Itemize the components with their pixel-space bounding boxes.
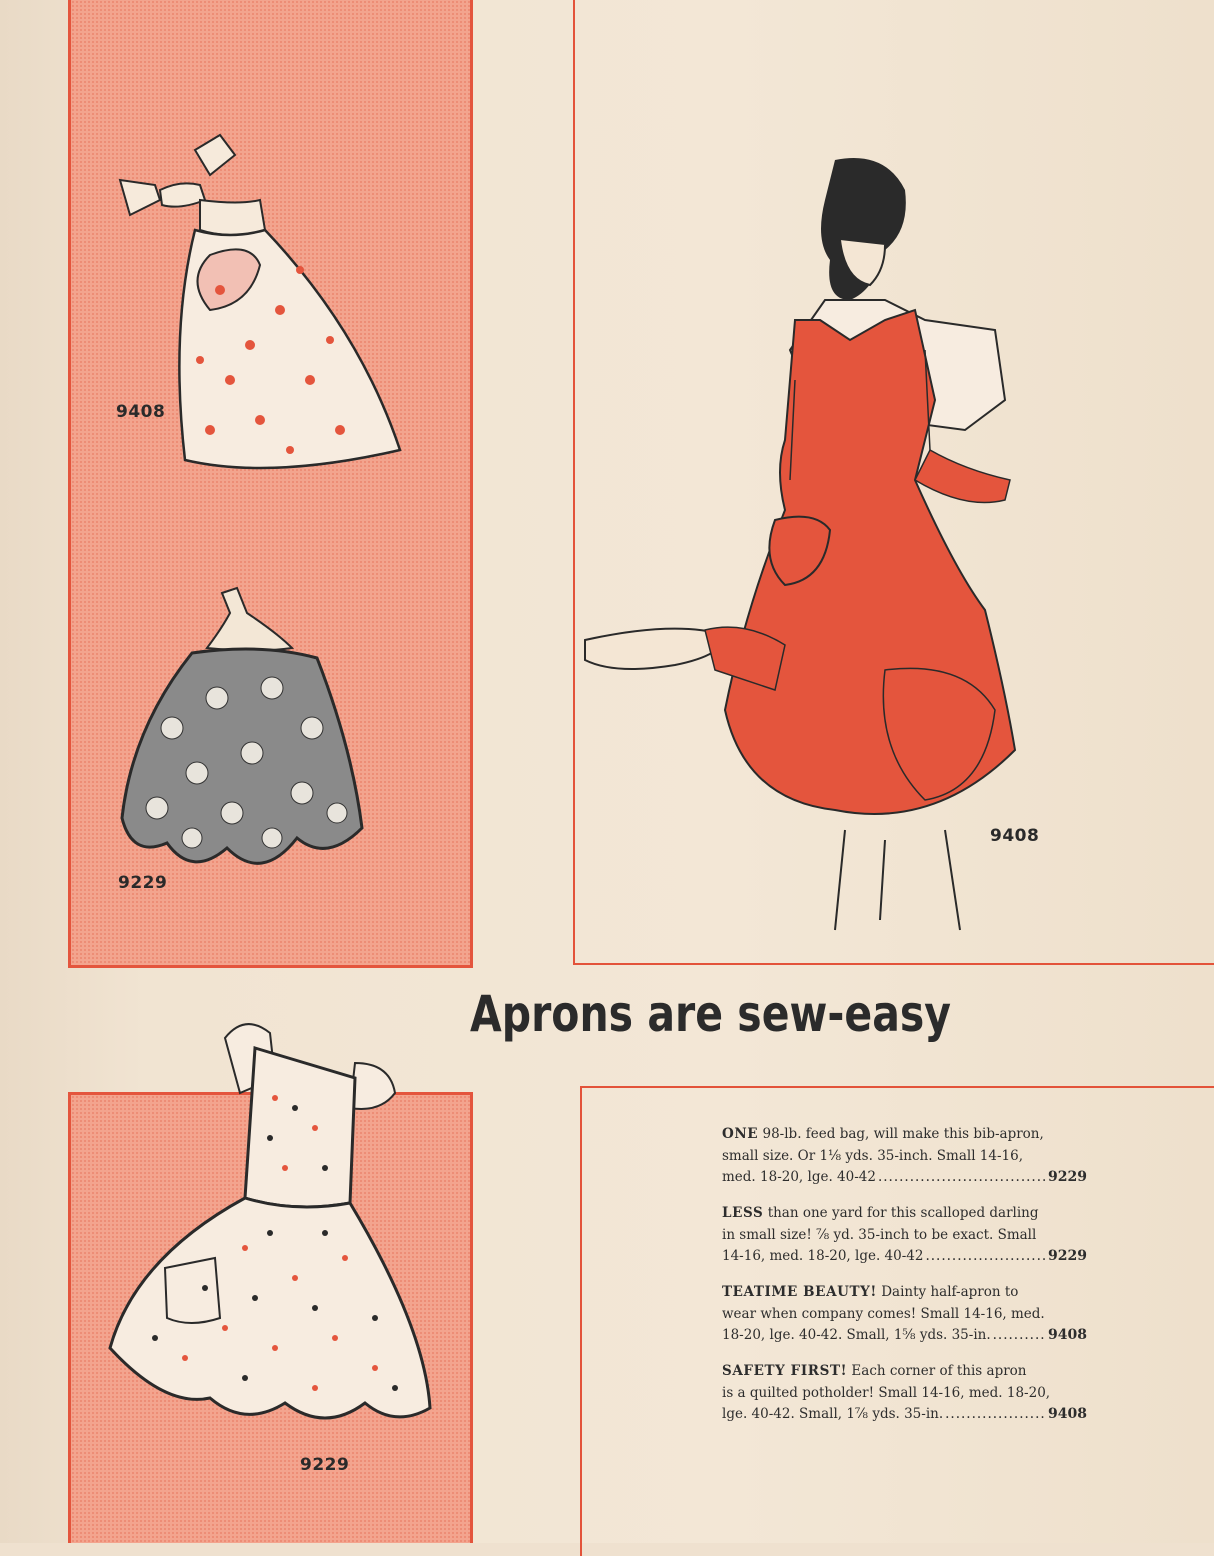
pattern-number: 9408 — [116, 402, 166, 422]
description-line — [722, 1146, 1087, 1168]
description-last-line — [722, 1246, 1087, 1268]
description-line — [722, 1225, 1087, 1247]
description-line — [722, 1124, 1087, 1146]
woman-in-red-apron-icon — [585, 150, 1055, 930]
description-lead: SAFETY FIRST! — [722, 1363, 848, 1379]
description-text: Each corner of this apron — [851, 1363, 1027, 1379]
heart-print-half-apron-icon — [100, 130, 400, 490]
description-last-line — [722, 1404, 1087, 1426]
description-paragraph — [722, 1203, 1087, 1268]
page-headline: Aprons are sew-easy — [470, 985, 952, 1043]
description-text: wear when company comes! Small 14-16, med. — [722, 1305, 1045, 1322]
description-text: is a quilted potholder! Small 14-16, med. 18-20, — [722, 1384, 1051, 1401]
description-line — [722, 1361, 1087, 1383]
pattern-code: 9229 — [1048, 1248, 1087, 1264]
pattern-number: 9408 — [990, 826, 1040, 846]
description-paragraph — [722, 1282, 1087, 1347]
pattern-code: 9408 — [1048, 1327, 1087, 1343]
description-text: lge. 40-42. Small, 1⅞ yds. 35-in. — [722, 1406, 944, 1422]
dot-leader — [945, 1404, 1046, 1426]
description-text: Dainty half-apron to — [881, 1284, 1019, 1300]
description-line — [722, 1304, 1087, 1326]
description-paragraph — [722, 1124, 1087, 1189]
polka-dot-bib-apron-icon — [95, 1018, 465, 1428]
pattern-code: 9229 — [1048, 1169, 1087, 1185]
pattern-code: 9408 — [1048, 1406, 1087, 1422]
pattern-number: 9229 — [300, 1455, 350, 1475]
description-text: 18-20, lge. 40-42. Small, 1⅝ yds. 35-in. — [722, 1327, 991, 1343]
description-lead: ONE — [722, 1126, 759, 1142]
description-text: than one yard for this scalloped darling — [767, 1205, 1039, 1221]
description-last-line — [722, 1167, 1087, 1189]
description-text: 98-lb. feed bag, will make this bib-apron, — [762, 1126, 1044, 1142]
pattern-number: 9229 — [118, 873, 168, 893]
description-text: in small size! ⅞ yd. 35-inch to be exact. Small — [722, 1226, 1037, 1243]
dot-leader — [878, 1167, 1046, 1189]
description-text: small size. Or 1⅛ yds. 35-inch. Small 14-16, — [722, 1147, 1024, 1164]
description-lead: LESS — [722, 1205, 764, 1221]
description-last-line — [722, 1325, 1087, 1347]
description-lead: TEATIME BEAUTY! — [722, 1284, 877, 1300]
description-text: med. 18-20, lge. 40-42 — [722, 1169, 876, 1185]
dot-leader — [925, 1246, 1046, 1268]
description-paragraph — [722, 1361, 1087, 1426]
description-line — [722, 1282, 1087, 1304]
scalloped-floral-apron-icon — [112, 588, 372, 888]
dot-leader — [993, 1325, 1046, 1347]
description-line — [722, 1383, 1087, 1405]
description-line — [722, 1203, 1087, 1225]
description-text: 14-16, med. 18-20, lge. 40-42 — [722, 1248, 924, 1264]
